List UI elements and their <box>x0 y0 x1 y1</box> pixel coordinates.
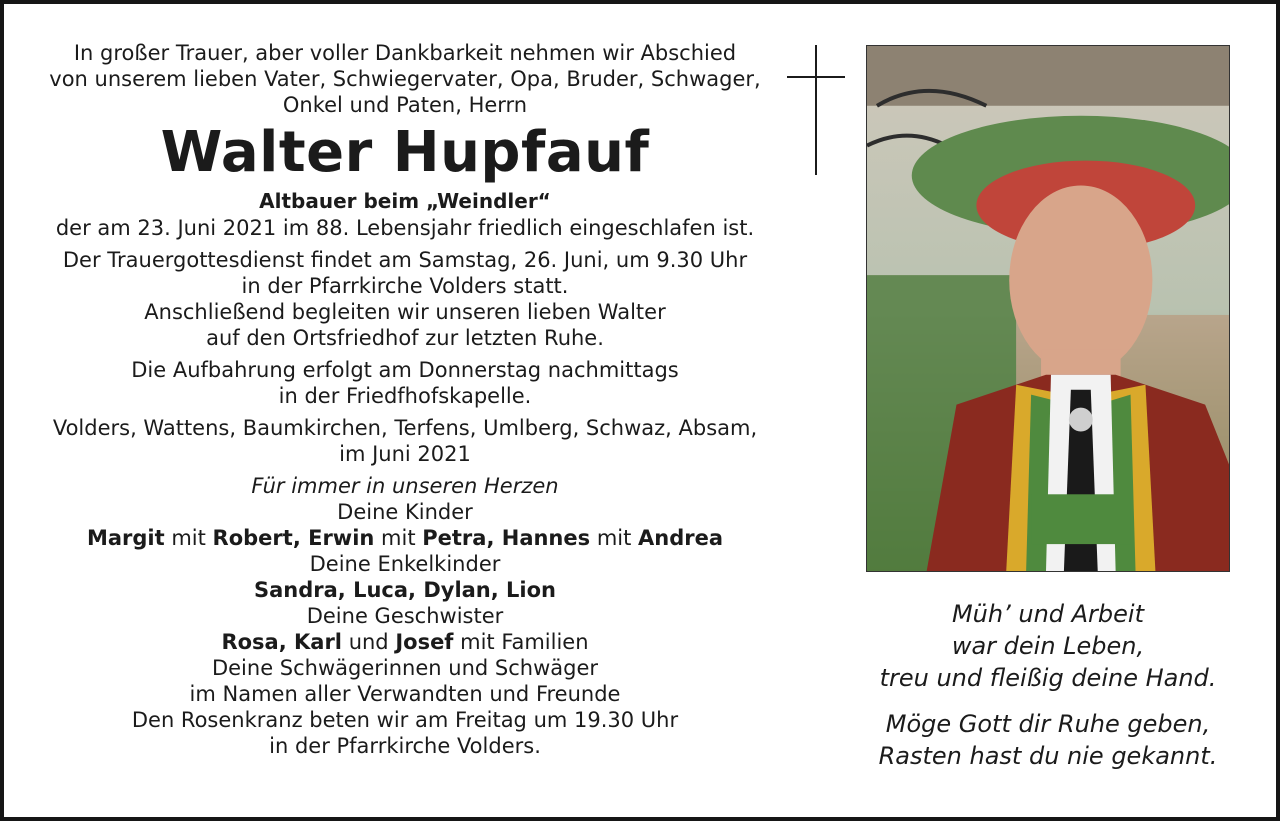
siblings-heading: Deine Geschwister <box>306 604 504 628</box>
service-line-1: Der Trauergottesdienst findet am Samstag, 26. Juni, um 9.30 Uhr <box>62 248 748 272</box>
rosary-line-2: in der Pfarrkirche Volders. <box>269 734 541 758</box>
verse-line-3: treu und fleißig deine Hand. <box>879 664 1217 692</box>
grandchildren-heading: Deine Enkelkinder <box>309 552 501 576</box>
children-heading: Deine Kinder <box>337 500 473 524</box>
siblings-names <box>40 629 770 655</box>
service-line-4: auf den Ortsfriedhof zur letzten Ruhe. <box>206 326 604 350</box>
verse-line-1: Müh’ und Arbeit <box>951 600 1145 628</box>
sibling-name: Rosa, Karl <box>221 630 343 654</box>
forever-line: Für immer in unseren Herzen <box>251 474 559 498</box>
portrait-illustration <box>867 46 1229 571</box>
deceased-name: Walter Hupfauf <box>160 120 650 185</box>
connector-word: mit Familien <box>453 630 589 654</box>
child-name: Andrea <box>638 526 724 550</box>
sibling-name: Josef <box>395 630 454 654</box>
children-names <box>40 525 770 551</box>
service-line-2: in der Pfarrkirche Volders statt. <box>241 274 569 298</box>
place-line-1: Volders, Wattens, Baumkirchen, Terfens, Umlberg, Schwaz, Absam, <box>52 416 758 440</box>
viewing-line-2: in der Friedfhofskapelle. <box>278 384 532 408</box>
intro-line-2: von unserem lieben Vater, Schwiegervater, Opa, Bruder, Schwager, <box>49 67 761 91</box>
intro-line-3: Onkel und Paten, Herrn <box>282 93 528 117</box>
verse-line-4: Möge Gott dir Ruhe geben, <box>885 710 1211 738</box>
place-line-2: im Juni 2021 <box>339 442 471 466</box>
service-line-3: Anschließend begleiten wir unseren lieben Walter <box>144 300 666 324</box>
child-name: Petra, Hannes <box>422 526 591 550</box>
connector-word: mit <box>590 526 639 550</box>
deceased-subtitle: Altbauer beim „Weindler“ <box>259 189 551 213</box>
connector-word: mit <box>374 526 423 550</box>
intro-line-1: In großer Trauer, aber voller Dankbarkeit nehmen wir Abschied <box>73 41 737 65</box>
cross-icon <box>787 45 845 175</box>
relatives-line: im Namen aller Verwandten und Freunde <box>189 682 621 706</box>
inlaws-line: Deine Schwägerinnen und Schwäger <box>211 656 599 680</box>
death-line: der am 23. Juni 2021 im 88. Lebensjahr friedlich eingeschlafen ist. <box>55 216 755 240</box>
child-name: Margit <box>86 526 165 550</box>
connector-word: mit <box>164 526 213 550</box>
portrait-photo <box>866 45 1230 572</box>
child-name: Robert, Erwin <box>212 526 375 550</box>
memorial-verse <box>850 598 1246 772</box>
connector-word: und <box>342 630 396 654</box>
obituary-text <box>40 40 770 759</box>
grandchildren-names: Sandra, Luca, Dylan, Lion <box>253 578 557 602</box>
viewing-line-1: Die Aufbahrung erfolgt am Donnerstag nachmittags <box>131 358 679 382</box>
verse-line-5: Rasten hast du nie gekannt. <box>878 742 1218 770</box>
verse-line-2: war dein Leben, <box>951 632 1145 660</box>
rosary-line-1: Den Rosenkranz beten wir am Freitag um 19.30 Uhr <box>131 708 679 732</box>
